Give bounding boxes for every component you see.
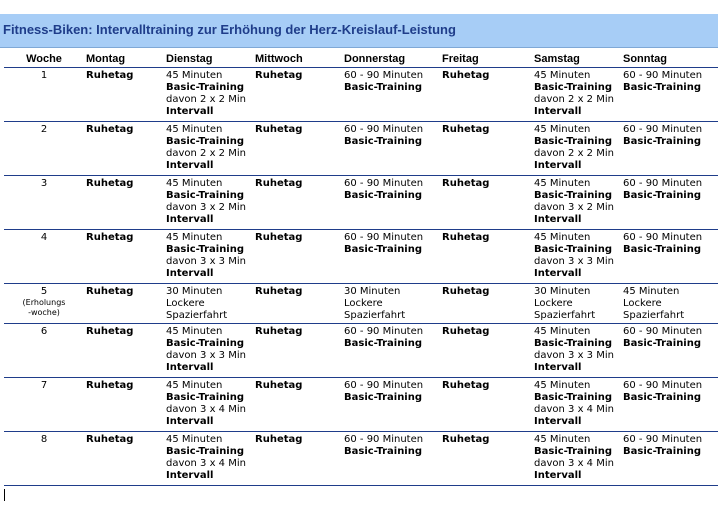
day-cell-dienstag (164, 324, 253, 378)
cell-line: Lockere (534, 298, 573, 309)
cell-line: Basic-Training (623, 338, 702, 349)
cell-line: Intervall (166, 268, 214, 279)
week-cell (4, 68, 84, 122)
table-row (4, 122, 718, 176)
cell-line: 60 - 90 Minuten (623, 434, 703, 445)
cell-line: Basic-Training (623, 190, 702, 201)
week-number: 4 (40, 232, 48, 243)
day-cell-freitag (440, 176, 532, 230)
page-title: Fitness-Biken: Intervalltraining zur Erhöhung der Herz-Kreislauf-Leistung (3, 22, 456, 37)
cell-line: Ruhetag (86, 286, 134, 297)
cell-line: 45 Minuten (534, 434, 591, 445)
day-cell-montag (84, 230, 164, 284)
cell-line: Ruhetag (442, 232, 490, 243)
day-cell-freitag (440, 122, 532, 176)
cell-line: Intervall (166, 106, 214, 117)
cell-line: Ruhetag (255, 380, 303, 391)
cell-line: davon 3 x 4 Min (534, 458, 614, 469)
day-cell-montag (84, 432, 164, 486)
header-samstag: Samstag (532, 51, 621, 68)
day-cell-samstag (532, 378, 621, 432)
week-cell (4, 284, 84, 324)
table-row (4, 176, 718, 230)
day-cell-dienstag (164, 122, 253, 176)
day-cell-samstag (532, 122, 621, 176)
cell-line: Basic-Training (344, 446, 423, 457)
cell-line: Spazierfahrt (623, 310, 685, 321)
cell-line: Basic-Training (534, 392, 613, 403)
cell-line: Spazierfahrt (534, 310, 596, 321)
week-number: 6 (40, 326, 48, 337)
day-cell-sonntag (621, 230, 718, 284)
cell-line: Ruhetag (442, 178, 490, 189)
cell-line: 45 Minuten (534, 178, 591, 189)
day-cell-dienstag (164, 230, 253, 284)
cell-line: davon 2 x 2 Min (534, 94, 614, 105)
cell-line: Basic-Training (344, 244, 423, 255)
day-cell-donnerstag (342, 230, 440, 284)
day-cell-montag (84, 284, 164, 324)
header-freitag: Freitag (440, 51, 532, 68)
cell-line: Basic-Training (344, 82, 423, 93)
day-cell-sonntag (621, 122, 718, 176)
title-bar (0, 14, 718, 48)
header-mittwoch: Mittwoch (253, 51, 342, 68)
cell-line: davon 3 x 4 Min (166, 404, 246, 415)
cell-line: 60 - 90 Minuten (344, 380, 424, 391)
cell-line: 45 Minuten (534, 232, 591, 243)
week-number: 3 (40, 178, 48, 189)
cell-line: Ruhetag (442, 70, 490, 81)
table-row (4, 68, 718, 122)
day-cell-montag (84, 324, 164, 378)
header-row (4, 51, 718, 68)
day-cell-sonntag (621, 284, 718, 324)
cell-line: 60 - 90 Minuten (344, 124, 424, 135)
cell-line: Basic-Training (623, 244, 702, 255)
cell-line: Lockere (166, 298, 205, 309)
day-cell-mittwoch (253, 68, 342, 122)
cell-line: 45 Minuten (534, 380, 591, 391)
cell-line: 45 Minuten (166, 434, 223, 445)
cell-line: 45 Minuten (166, 178, 223, 189)
cell-line: 60 - 90 Minuten (623, 380, 703, 391)
day-cell-mittwoch (253, 284, 342, 324)
cell-line: Lockere (623, 298, 662, 309)
cell-line: Basic-Training (166, 446, 245, 457)
cell-line: 60 - 90 Minuten (344, 326, 424, 337)
cell-line: Intervall (534, 214, 582, 225)
table-row (4, 230, 718, 284)
day-cell-sonntag (621, 176, 718, 230)
day-cell-donnerstag (342, 68, 440, 122)
cell-line: 45 Minuten (166, 232, 223, 243)
cell-line: davon 3 x 4 Min (166, 458, 246, 469)
day-cell-mittwoch (253, 176, 342, 230)
cell-line: Ruhetag (442, 124, 490, 135)
day-cell-freitag (440, 432, 532, 486)
week-number: 2 (40, 124, 48, 135)
cell-line: Intervall (534, 470, 582, 481)
cell-line: Basic-Training (534, 446, 613, 457)
cell-line: Basic-Training (166, 190, 245, 201)
cell-line: Ruhetag (442, 326, 490, 337)
day-cell-donnerstag (342, 176, 440, 230)
cell-line: Intervall (534, 160, 582, 171)
cell-line: 45 Minuten (534, 124, 591, 135)
cell-line: Ruhetag (86, 434, 134, 445)
day-cell-freitag (440, 324, 532, 378)
cell-line: 45 Minuten (166, 326, 223, 337)
week-cell (4, 432, 84, 486)
cell-line: davon 2 x 2 Min (166, 148, 246, 159)
cell-line: Intervall (166, 416, 214, 427)
day-cell-dienstag (164, 378, 253, 432)
cell-line: davon 2 x 2 Min (166, 94, 246, 105)
cell-line: Intervall (166, 160, 214, 171)
cell-line: Ruhetag (255, 326, 303, 337)
day-cell-mittwoch (253, 230, 342, 284)
cell-line: 45 Minuten (623, 286, 680, 297)
cell-line: Ruhetag (442, 434, 490, 445)
day-cell-freitag (440, 378, 532, 432)
cell-line: Ruhetag (86, 70, 134, 81)
cell-line: Ruhetag (255, 70, 303, 81)
cell-line: davon 3 x 2 Min (166, 202, 246, 213)
table-body (4, 68, 718, 486)
table-row (4, 432, 718, 486)
cell-line: Ruhetag (442, 286, 490, 297)
cell-line: Spazierfahrt (166, 310, 228, 321)
day-cell-donnerstag (342, 122, 440, 176)
week-cell (4, 122, 84, 176)
cell-line: Ruhetag (255, 286, 303, 297)
cell-line: Basic-Training (534, 244, 613, 255)
cell-line: 60 - 90 Minuten (344, 178, 424, 189)
cell-line: Intervall (166, 214, 214, 225)
header-donnerstag: Donnerstag (342, 51, 440, 68)
cell-line: 60 - 90 Minuten (623, 124, 703, 135)
cell-line: 60 - 90 Minuten (344, 434, 424, 445)
day-cell-samstag (532, 230, 621, 284)
cell-line: Basic-Training (623, 392, 702, 403)
cell-line: Basic-Training (166, 392, 245, 403)
cell-line: Lockere (344, 298, 383, 309)
cell-line: Intervall (534, 416, 582, 427)
day-cell-donnerstag (342, 378, 440, 432)
cell-line: davon 3 x 3 Min (534, 350, 614, 361)
cell-line: Basic-Training (534, 82, 613, 93)
cell-line: Basic-Training (166, 136, 245, 147)
week-number: 8 (40, 434, 48, 445)
cell-line: 60 - 90 Minuten (623, 178, 703, 189)
cell-line: Ruhetag (86, 380, 134, 391)
cell-line: Basic-Training (534, 190, 613, 201)
cell-line: Intervall (534, 268, 582, 279)
day-cell-sonntag (621, 432, 718, 486)
cell-line: 60 - 90 Minuten (344, 70, 424, 81)
header-woche: Woche (4, 51, 84, 68)
day-cell-samstag (532, 324, 621, 378)
day-cell-dienstag (164, 432, 253, 486)
week-cell (4, 230, 84, 284)
cell-line: 60 - 90 Minuten (623, 232, 703, 243)
cell-line: Basic-Training (344, 190, 423, 201)
day-cell-montag (84, 176, 164, 230)
day-cell-donnerstag (342, 432, 440, 486)
day-cell-sonntag (621, 324, 718, 378)
cell-line: Ruhetag (86, 178, 134, 189)
cell-line: 60 - 90 Minuten (344, 232, 424, 243)
cell-line: 30 Minuten (166, 286, 223, 297)
day-cell-freitag (440, 284, 532, 324)
day-cell-mittwoch (253, 122, 342, 176)
day-cell-freitag (440, 68, 532, 122)
day-cell-dienstag (164, 68, 253, 122)
cell-line: Basic-Training (344, 392, 423, 403)
week-number: 7 (40, 380, 48, 391)
day-cell-freitag (440, 230, 532, 284)
week-cell (4, 378, 84, 432)
cell-line: Ruhetag (86, 232, 134, 243)
cell-line: Basic-Training (623, 136, 702, 147)
day-cell-montag (84, 68, 164, 122)
cell-line: 60 - 90 Minuten (623, 70, 703, 81)
cell-line: davon 3 x 3 Min (534, 256, 614, 267)
week-cell (4, 324, 84, 378)
cell-line: 45 Minuten (534, 70, 591, 81)
day-cell-montag (84, 378, 164, 432)
day-cell-samstag (532, 284, 621, 324)
cell-line: Ruhetag (255, 434, 303, 445)
table-row (4, 284, 718, 324)
cell-line: 45 Minuten (166, 70, 223, 81)
cell-line: Basic-Training (534, 136, 613, 147)
week-number: 5 (40, 286, 48, 297)
cell-line: Basic-Training (344, 338, 423, 349)
cell-line: Basic-Training (166, 244, 245, 255)
cell-line: Basic-Training (166, 338, 245, 349)
cell-line: davon 3 x 2 Min (534, 202, 614, 213)
header-montag: Montag (84, 51, 164, 68)
day-cell-sonntag (621, 68, 718, 122)
cell-line: davon 3 x 3 Min (166, 350, 246, 361)
cell-line: Ruhetag (86, 124, 134, 135)
day-cell-samstag (532, 432, 621, 486)
cell-line: Basic-Training (534, 338, 613, 349)
cell-line: Ruhetag (255, 124, 303, 135)
day-cell-mittwoch (253, 378, 342, 432)
cell-line: 45 Minuten (534, 326, 591, 337)
day-cell-dienstag (164, 284, 253, 324)
cell-line: Ruhetag (442, 380, 490, 391)
cell-line: davon 2 x 2 Min (534, 148, 614, 159)
cell-line: Basic-Training (166, 82, 245, 93)
cell-line: 45 Minuten (166, 380, 223, 391)
cell-line: Basic-Training (623, 446, 702, 457)
cell-line: 30 Minuten (344, 286, 401, 297)
cell-line: Ruhetag (255, 178, 303, 189)
cell-line: 30 Minuten (534, 286, 591, 297)
day-cell-dienstag (164, 176, 253, 230)
cell-line: 60 - 90 Minuten (623, 326, 703, 337)
cell-line: davon 3 x 3 Min (166, 256, 246, 267)
cell-line: Ruhetag (86, 326, 134, 337)
cell-line: Spazierfahrt (344, 310, 406, 321)
header-sonntag: Sonntag (621, 51, 718, 68)
table-row (4, 378, 718, 432)
week-cell (4, 176, 84, 230)
cell-line: 45 Minuten (166, 124, 223, 135)
header-dienstag: Dienstag (164, 51, 253, 68)
cell-line: Basic-Training (623, 82, 702, 93)
text-cursor (4, 489, 5, 501)
day-cell-montag (84, 122, 164, 176)
cell-line: Intervall (166, 470, 214, 481)
week-number: 1 (40, 70, 48, 81)
day-cell-donnerstag (342, 324, 440, 378)
cell-line: davon 3 x 4 Min (534, 404, 614, 415)
day-cell-samstag (532, 176, 621, 230)
cell-line: Basic-Training (344, 136, 423, 147)
training-table (4, 51, 718, 486)
cell-line: Intervall (534, 362, 582, 373)
day-cell-samstag (532, 68, 621, 122)
day-cell-mittwoch (253, 324, 342, 378)
table-row (4, 324, 718, 378)
day-cell-sonntag (621, 378, 718, 432)
week-note: (Erholungs-woche) (22, 298, 66, 317)
cell-line: Ruhetag (255, 232, 303, 243)
cell-line: Intervall (534, 106, 582, 117)
day-cell-mittwoch (253, 432, 342, 486)
cell-line: Intervall (166, 362, 214, 373)
day-cell-donnerstag (342, 284, 440, 324)
